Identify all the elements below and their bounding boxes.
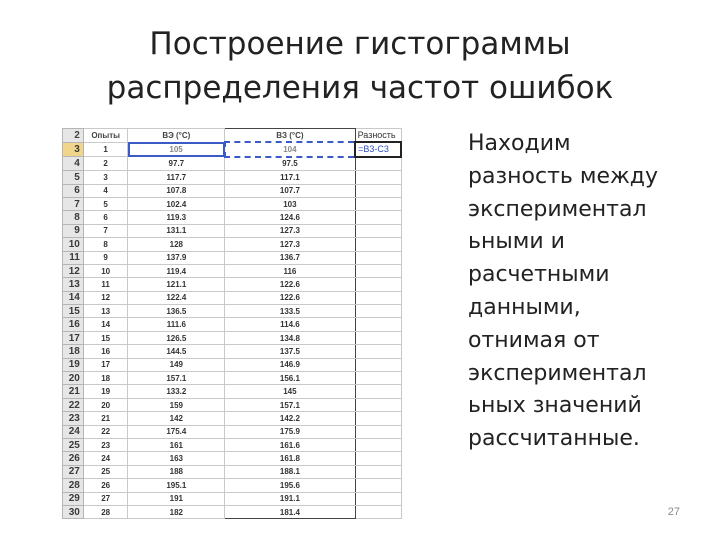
cell-experiment[interactable]: 15 — [83, 331, 128, 344]
cell-calculated[interactable]: 107.7 — [225, 184, 355, 197]
cell-difference[interactable] — [355, 264, 401, 277]
cell-experiment[interactable]: 11 — [83, 278, 128, 291]
cell-measured[interactable]: 149 — [128, 358, 225, 371]
slide-title — [0, 22, 720, 110]
cell-calculated[interactable]: 114.6 — [225, 318, 355, 331]
cell-difference[interactable] — [355, 184, 401, 197]
cell-difference[interactable] — [355, 157, 401, 171]
cell-experiment[interactable]: 5 — [83, 197, 128, 210]
cell-measured[interactable]: 142 — [128, 412, 225, 425]
body-text-line: Находим — [468, 131, 571, 156]
table-row — [63, 505, 402, 518]
cell-measured[interactable]: 97.7 — [128, 157, 225, 171]
cell-difference[interactable] — [355, 305, 401, 318]
spreadsheet-screenshot — [62, 128, 402, 532]
cell-calculated[interactable]: 97.5 — [225, 157, 355, 171]
row-header[interactable]: 21 — [63, 385, 84, 398]
slide-title-line-2: распределения частот ошибок — [106, 70, 614, 106]
table-row — [63, 385, 402, 398]
cell-experiment[interactable]: 25 — [83, 465, 128, 478]
row-header[interactable]: 3 — [63, 142, 84, 156]
cell-calculated[interactable]: 145 — [225, 385, 355, 398]
table-row — [63, 211, 402, 224]
table-row — [63, 465, 402, 478]
body-text-line: данными, — [468, 294, 581, 320]
row-header[interactable]: 6 — [63, 184, 84, 197]
cell-experiment[interactable]: 9 — [83, 251, 128, 264]
cell-experiment[interactable]: 17 — [83, 358, 128, 371]
body-text-line: ьными и — [468, 229, 565, 255]
row-header[interactable]: 30 — [63, 505, 84, 518]
table-row — [63, 238, 402, 251]
cell-experiment[interactable]: 18 — [83, 372, 128, 385]
cell-difference[interactable] — [355, 331, 401, 344]
cell-experiment[interactable]: 10 — [83, 264, 128, 277]
cell-experiment[interactable]: 14 — [83, 318, 128, 331]
row-header[interactable]: 4 — [63, 157, 84, 171]
cell-difference[interactable] — [355, 465, 401, 478]
body-text-line: экспериментал — [468, 360, 647, 386]
cell-measured[interactable]: 191 — [128, 492, 225, 505]
cell-calculated[interactable]: 161.6 — [225, 438, 355, 451]
row-header[interactable]: 14 — [63, 291, 84, 304]
cell-calculated[interactable]: 133.5 — [225, 305, 355, 318]
cell-difference[interactable] — [355, 425, 401, 438]
spreadsheet-grid — [62, 128, 402, 519]
cell-difference[interactable] — [355, 318, 401, 331]
cell-difference[interactable] — [355, 197, 401, 210]
cell-experiment[interactable]: 27 — [83, 492, 128, 505]
cell-calculated[interactable]: 195.6 — [225, 479, 355, 492]
row-header[interactable]: 10 — [63, 238, 84, 251]
cell-calculated[interactable]: 122.6 — [225, 291, 355, 304]
cell-experiment[interactable]: 8 — [83, 238, 128, 251]
cell-calculated[interactable]: 134.8 — [225, 331, 355, 344]
cell-difference[interactable]: =В3-С3 — [355, 142, 401, 156]
table-row — [63, 492, 402, 505]
cell-experiment[interactable]: 4 — [83, 184, 128, 197]
table-row — [63, 358, 402, 371]
cell-difference[interactable] — [355, 398, 401, 411]
cell-experiment[interactable]: 12 — [83, 291, 128, 304]
cell-experiment[interactable]: 21 — [83, 412, 128, 425]
body-text-line: разность между — [468, 163, 659, 189]
cell-calculated[interactable]: 117.1 — [225, 171, 355, 184]
table-row — [63, 142, 402, 156]
cell-calculated[interactable]: 142.2 — [225, 412, 355, 425]
cell-difference[interactable] — [355, 492, 401, 505]
row-header[interactable]: 24 — [63, 425, 84, 438]
table-row — [63, 479, 402, 492]
cell-calculated[interactable]: 146.9 — [225, 358, 355, 371]
cell-difference[interactable] — [355, 238, 401, 251]
cell-difference[interactable] — [355, 385, 401, 398]
body-text-line: ьных значений — [468, 393, 642, 419]
table-row — [63, 305, 402, 318]
cell-measured[interactable]: 144.5 — [128, 345, 225, 358]
table-row — [63, 425, 402, 438]
table-row — [63, 264, 402, 277]
cell-experiment[interactable]: 3 — [83, 171, 128, 184]
cell-calculated[interactable]: 188.1 — [225, 465, 355, 478]
cell-calculated[interactable]: 161.8 — [225, 452, 355, 465]
row-header[interactable]: 19 — [63, 358, 84, 371]
cell-calculated[interactable]: 175.9 — [225, 425, 355, 438]
cell-experiment[interactable]: 1 — [83, 142, 128, 156]
cell-experiment[interactable]: 26 — [83, 479, 128, 492]
cell-difference[interactable] — [355, 224, 401, 237]
cell-calculated[interactable]: 124.6 — [225, 211, 355, 224]
cell-measured[interactable]: 195.1 — [128, 479, 225, 492]
cell-header-measured[interactable]: ВЭ (°С) — [128, 129, 225, 143]
row-header[interactable]: 9 — [63, 224, 84, 237]
table-row — [63, 224, 402, 237]
cell-measured[interactable]: 188 — [128, 465, 225, 478]
cell-experiment[interactable]: 20 — [83, 398, 128, 411]
row-header[interactable]: 15 — [63, 305, 84, 318]
cell-difference[interactable] — [355, 372, 401, 385]
cell-difference[interactable] — [355, 358, 401, 371]
cell-difference[interactable] — [355, 438, 401, 451]
cell-difference[interactable] — [355, 251, 401, 264]
table-row — [63, 412, 402, 425]
row-header[interactable]: 25 — [63, 438, 84, 451]
header-row — [63, 129, 402, 143]
cell-measured[interactable]: 163 — [128, 452, 225, 465]
row-header[interactable]: 29 — [63, 492, 84, 505]
row-header[interactable]: 7 — [63, 197, 84, 210]
slide-body-text — [468, 128, 713, 456]
cell-measured[interactable]: 111.6 — [128, 318, 225, 331]
row-header[interactable]: 28 — [63, 479, 84, 492]
cell-experiment[interactable]: 13 — [83, 305, 128, 318]
cell-difference[interactable] — [355, 345, 401, 358]
table-row — [63, 278, 402, 291]
cell-difference[interactable] — [355, 171, 401, 184]
cell-difference[interactable] — [355, 412, 401, 425]
row-header[interactable]: 12 — [63, 264, 84, 277]
row-header[interactable]: 8 — [63, 211, 84, 224]
cell-experiment[interactable]: 22 — [83, 425, 128, 438]
row-header[interactable]: 27 — [63, 465, 84, 478]
cell-measured[interactable]: 105 — [128, 142, 225, 156]
cell-header-difference[interactable]: Разность — [355, 129, 401, 143]
cell-experiment[interactable]: 7 — [83, 224, 128, 237]
row-header[interactable]: 18 — [63, 345, 84, 358]
row-header[interactable]: 11 — [63, 251, 84, 264]
table-row — [63, 452, 402, 465]
table-row — [63, 345, 402, 358]
slide-title-line-1: Построение гистограммы — [149, 26, 571, 62]
cell-calculated[interactable]: 127.3 — [225, 238, 355, 251]
cell-measured[interactable]: 161 — [128, 438, 225, 451]
table-row — [63, 438, 402, 451]
cell-calculated[interactable]: 104 — [225, 142, 355, 156]
table-row — [63, 372, 402, 385]
cell-calculated[interactable]: 157.1 — [225, 398, 355, 411]
cell-difference[interactable] — [355, 291, 401, 304]
cell-measured[interactable]: 102.4 — [128, 197, 225, 210]
row-header[interactable]: 22 — [63, 398, 84, 411]
cell-measured[interactable]: 119.4 — [128, 264, 225, 277]
table-row — [63, 171, 402, 184]
row-header[interactable]: 17 — [63, 331, 84, 344]
cell-measured[interactable]: 128 — [128, 238, 225, 251]
cell-experiment[interactable]: 19 — [83, 385, 128, 398]
cell-header-calculated[interactable]: ВЗ (°С) — [225, 129, 355, 143]
cell-difference[interactable] — [355, 452, 401, 465]
cell-calculated[interactable]: 191.1 — [225, 492, 355, 505]
table-row — [63, 291, 402, 304]
cell-experiment[interactable]: 23 — [83, 438, 128, 451]
row-header[interactable]: 16 — [63, 318, 84, 331]
cell-calculated[interactable]: 181.4 — [225, 505, 355, 518]
row-header[interactable]: 20 — [63, 372, 84, 385]
cell-difference[interactable] — [355, 211, 401, 224]
cell-header-experiments[interactable]: Опыты — [83, 129, 128, 143]
cell-measured[interactable]: 175.4 — [128, 425, 225, 438]
page-number: 27 — [667, 506, 680, 518]
cell-experiment[interactable]: 16 — [83, 345, 128, 358]
cell-calculated[interactable]: 156.1 — [225, 372, 355, 385]
cell-measured[interactable]: 159 — [128, 398, 225, 411]
body-text-line: экспериментал — [468, 196, 647, 222]
cell-measured[interactable]: 136.5 — [128, 305, 225, 318]
table-row — [63, 331, 402, 344]
row-header[interactable]: 13 — [63, 278, 84, 291]
body-text-line: рассчитанные. — [468, 426, 640, 452]
cell-calculated[interactable]: 103 — [225, 197, 355, 210]
table-row — [63, 184, 402, 197]
row-header[interactable]: 23 — [63, 412, 84, 425]
row-header[interactable]: 5 — [63, 171, 84, 184]
cell-measured[interactable]: 182 — [128, 505, 225, 518]
table-row — [63, 318, 402, 331]
row-header[interactable]: 26 — [63, 452, 84, 465]
table-row — [63, 197, 402, 210]
row-header[interactable]: 2 — [63, 129, 84, 143]
cell-experiment[interactable]: 28 — [83, 505, 128, 518]
cell-experiment[interactable]: 2 — [83, 157, 128, 171]
cell-measured[interactable]: 121.1 — [128, 278, 225, 291]
table-row — [63, 157, 402, 171]
cell-calculated[interactable]: 137.5 — [225, 345, 355, 358]
table-row — [63, 251, 402, 264]
cell-experiment[interactable]: 6 — [83, 211, 128, 224]
cell-difference[interactable] — [355, 505, 401, 518]
cell-calculated[interactable]: 127.3 — [225, 224, 355, 237]
cell-measured[interactable]: 122.4 — [128, 291, 225, 304]
cell-measured[interactable]: 137.9 — [128, 251, 225, 264]
cell-measured[interactable]: 126.5 — [128, 331, 225, 344]
cell-measured[interactable]: 157.1 — [128, 372, 225, 385]
cell-calculated[interactable]: 116 — [225, 264, 355, 277]
cell-difference[interactable] — [355, 479, 401, 492]
cell-measured[interactable]: 131.1 — [128, 224, 225, 237]
table-row — [63, 398, 402, 411]
cell-measured[interactable]: 133.2 — [128, 385, 225, 398]
cell-calculated[interactable]: 136.7 — [225, 251, 355, 264]
cell-measured[interactable]: 117.7 — [128, 171, 225, 184]
body-text-line: отнимая от — [468, 327, 600, 353]
body-text-line: расчетными — [468, 262, 610, 288]
cell-measured[interactable]: 107.8 — [128, 184, 225, 197]
cell-difference[interactable] — [355, 278, 401, 291]
cell-measured[interactable]: 119.3 — [128, 211, 225, 224]
cell-experiment[interactable]: 24 — [83, 452, 128, 465]
cell-calculated[interactable]: 122.6 — [225, 278, 355, 291]
